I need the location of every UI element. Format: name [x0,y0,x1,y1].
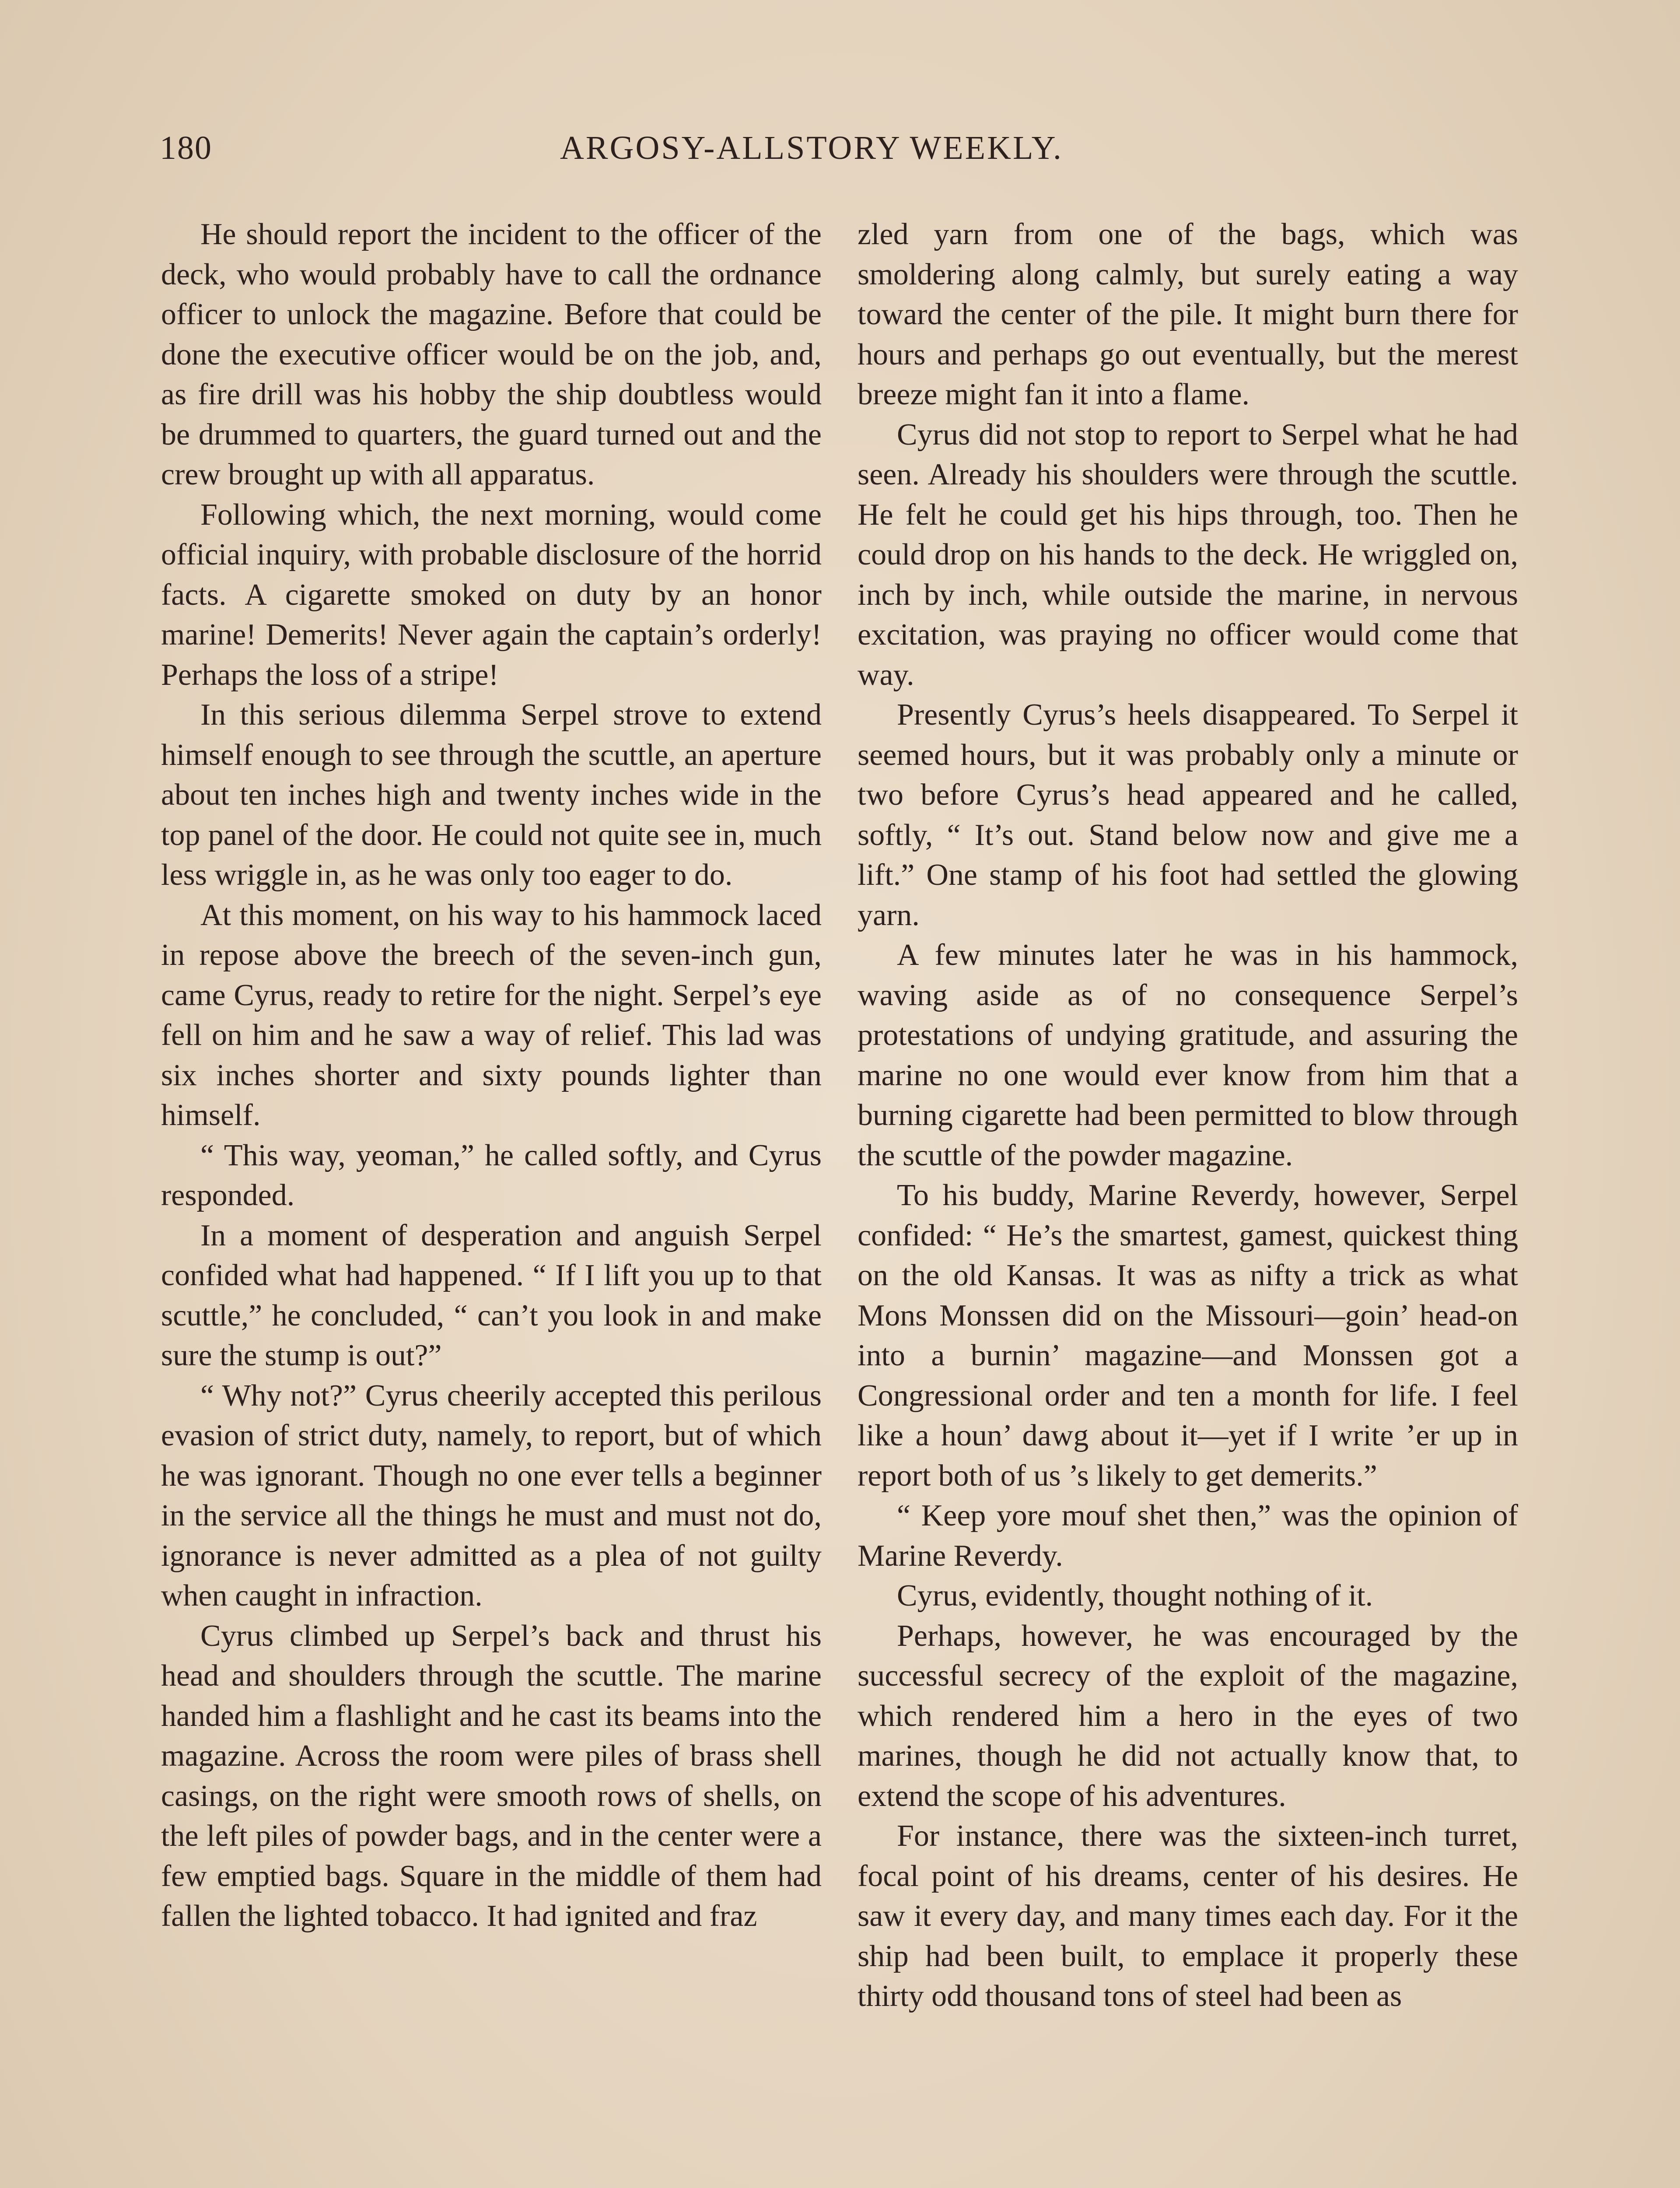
page-number: 180 [160,130,212,166]
right-column [858,214,1518,2016]
paragraph: A few minutes later he was in his hammock, waving aside as of no consequence Serpel’s protestations of undying gratitude, and assuring the marine no one would ever know from him that a burning cigarette had been permitted to blow through the scuttle of the powder magazine. [858,938,1518,1172]
left-column [161,214,822,1936]
paragraph: Perhaps, however, he was encouraged by the successful secrecy of the exploit of the magazine, which rendered him a hero in the eyes of two marines, though he did not actually know that, to extend the scope of his adventures. [858,1619,1518,1813]
paragraph: In a moment of desperation and anguish Serpel confided what had happened. “ If I lift you up to that scuttle,” he concluded, “ can’t you look in and make sure the stump is out?” [161,1218,822,1372]
paragraph: In this serious dilemma Serpel strove to extend himself enough to see through the scuttle, an aperture about ten inches high and twenty inches wide in the top panel of the door. He could not quite see in, much less wriggle in, as he was only too eager to do. [161,698,822,892]
paragraph: Cyrus climbed up Serpel’s back and thrust his head and shoulders through the scuttle. The marine handed him a flashlight and he cast its beams into the magazine. Across the room were piles of brass shell casings, on the right were smooth rows of shells, on the left piles of powder bags, and in the center were a few emptied bags. Square in the middle of them had fallen the lighted tobacco. It had ignited and fraz [161,1619,822,1933]
paragraph: “ Keep yore mouf shet then,” was the opinion of Marine Reverdy. [858,1499,1518,1573]
paragraph: For instance, there was the sixteen-inch turret, focal point of his dreams, center of his desires. He saw it every day, and many times each day. For it the ship had been built, to emplace it properly these thirty odd thousand tons of steel had been as [858,1819,1518,2013]
paragraph: To his buddy, Marine Reverdy, however, Serpel confided: “ He’s the smartest, gamest, quickest thing on the old Kansas. It was as nifty a trick as what Mons Monssen did on the Missouri—goin’ head-on into a burnin’ magazine—and Monssen got a Congressional order and ten a month for life. I feel like a houn’ dawg about it—yet if I write ’er up in report both of us ’s likely to get demerits.” [858,1178,1518,1493]
paragraph: “ Why not?” Cyrus cheerily accepted this perilous evasion of strict duty, namely, to report, but of which he was ignorant. Though no one ever tells a beginner in the service all the things he must and must not do, ignorance is never admitted as a plea of not guilty when caught in infraction. [161,1378,822,1613]
running-head: ARGOSY-ALLSTORY WEEKLY. [560,130,1063,166]
paragraph: Following which, the next morning, would come official inquiry, with probable disclosure of the horrid facts. A cigarette smoked on duty by an honor marine! Demerits! Never again the captain’s orderly! Perhaps the loss of a stripe! [161,498,822,692]
paragraph: At this moment, on his way to his hammock laced in repose above the breech of the seven-inch gun, came Cyrus, ready to retire for the night. Serpel’s eye fell on him and he saw a way of relief. This lad was six inches shorter and sixty pounds lighter than himself. [161,898,822,1132]
paragraph: He should report the incident to the officer of the deck, who would probably have to call the ordnance officer to unlock the magazine. Before that could be done the executive officer would be on the job, and, as fire drill was his hobby the ship doubtless would be drummed to quarters, the guard turned out and the crew brought up with all apparatus. [161,217,822,491]
paragraph-continuation: zled yarn from one of the bags, which was smoldering along calmly, but surely eating a way toward the center of the pile. It might burn there for hours and perhaps go out eventually, but the merest breeze might fan it into a flame. [858,217,1518,411]
paragraph: Cyrus, evidently, thought nothing of it. [897,1579,1373,1613]
paragraph: Presently Cyrus’s heels disappeared. To Serpel it seemed hours, but it was probably only a minute or two before Cyrus’s head appeared and he called, softly, “ It’s out. Stand below now and give me a lift.” One stamp of his foot had settled the glowing yarn. [858,698,1518,932]
paragraph: “ This way, yeoman,” he called softly, and Cyrus responded. [161,1138,822,1212]
paragraph: Cyrus did not stop to report to Serpel what he had seen. Already his shoulders were through the scuttle. He felt he could get his hips through, too. Then he could drop on his hands to the deck. He wriggled on, inch by inch, while outside the marine, in nervous excitation, was praying no officer would come that way. [858,417,1518,692]
